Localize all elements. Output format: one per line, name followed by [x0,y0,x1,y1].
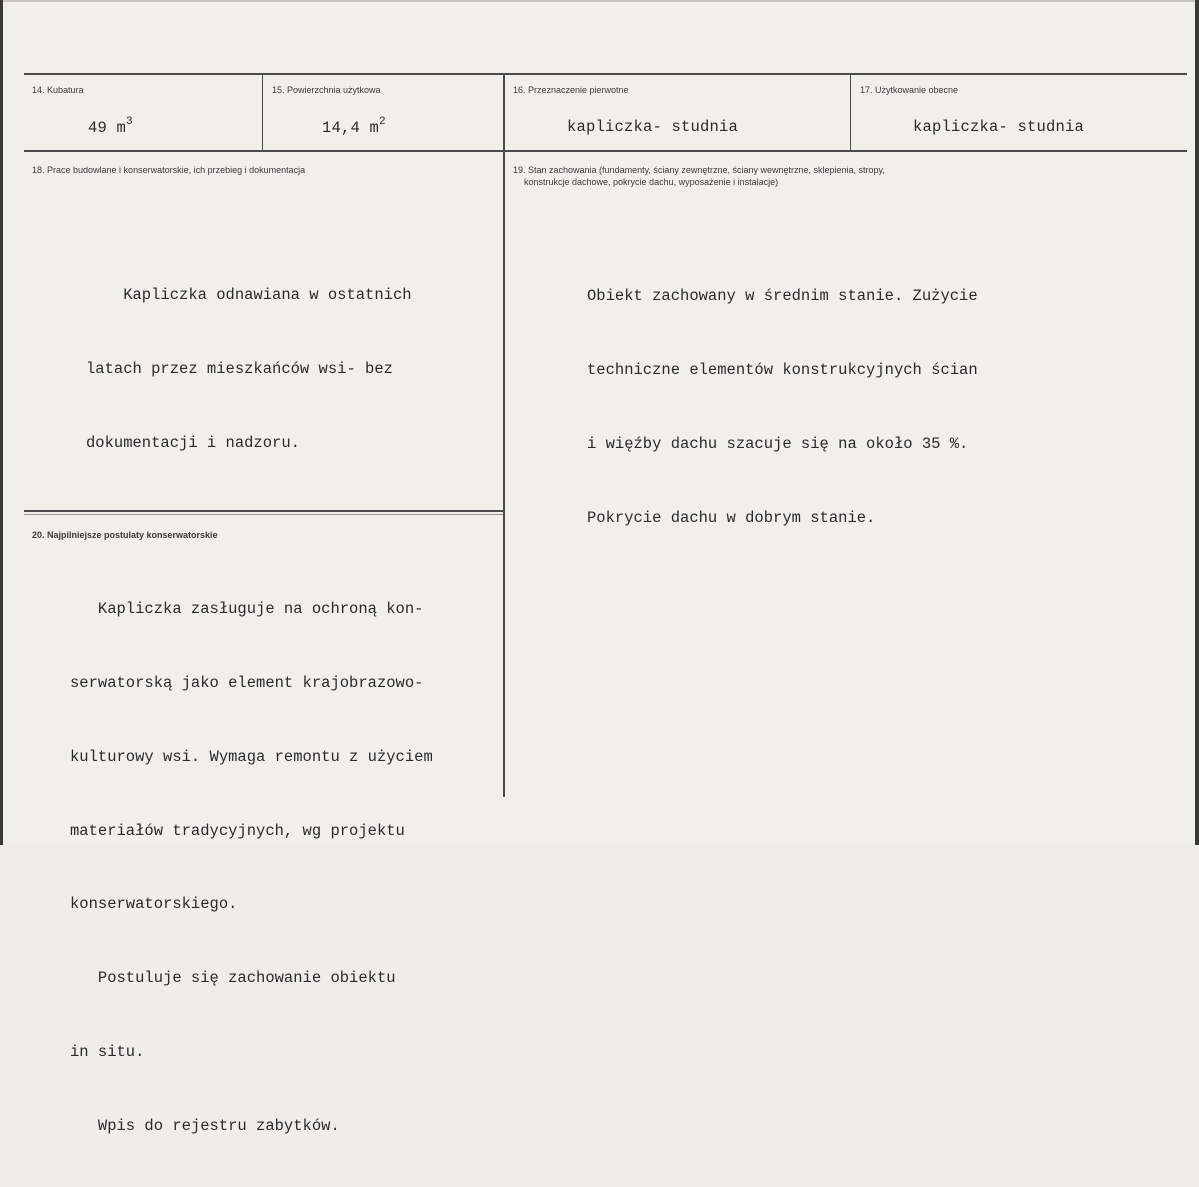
top-edge [0,0,1199,2]
divider-14-15 [262,75,263,150]
field-18-line: dokumentacji i nadzoru. [86,433,300,452]
field-18-line: Kapliczka odnawiana w ostatnich [86,286,412,305]
field-18-text [86,234,412,505]
section-20-rule [24,510,503,512]
field-20-text [70,548,433,1187]
field-20-line: materiałów tradycyjnych, wg projektu [70,821,405,840]
field-19-line: Pokrycie dachu w dobrym stanie. [587,508,876,527]
field-14-label: 14. Kubatura [32,85,84,95]
field-15-label: 15. Powierzchnia użytkowa [272,85,381,95]
right-edge [1195,0,1199,845]
field-17-value: kapliczka- studnia [913,118,1085,136]
field-19-line: i więźby dachu szacuje się na około 35 %. [587,434,969,453]
field-20-line: in situ. [70,1042,145,1061]
field-16-value: kapliczka- studnia [567,118,739,136]
field-20-line: Kapliczka zasługuje na ochroną kon- [70,600,424,619]
divider-16-17 [850,75,851,150]
main-divider [503,75,505,797]
section-20-rule-shadow [24,514,503,515]
left-edge [0,0,3,845]
header-row-rule [24,150,1187,152]
field-19-line: techniczne elementów konstrukcyjnych ścian [587,360,978,379]
field-20-line: Postuluje się zachowanie obiektu [70,969,396,988]
field-17-label: 17. Użytkowanie obecne [860,85,959,95]
field-15-value: 14,4 $m^2$ [322,116,386,137]
field-19-label-line2: konstrukcje dachowe, pokrycie dachu, wyposażenie i instalacje) [524,177,779,187]
field-19-text [587,235,978,579]
field-19-label-line1: 19. Stan zachowania (fundamenty, ściany zewnętrzne, ściany wewnętrzne, sklepienia, stropy, [513,165,885,175]
field-20-line: Wpis do rejestru zabytków. [70,1116,340,1135]
field-16-label: 16. Przeznaczenie pierwotne [513,85,629,95]
field-20-line: serwatorską jako element krajobrazowo- [70,673,424,692]
field-20-label: 20. Najpilniejsze postulaty konserwatorskie [32,530,218,540]
top-rule [24,73,1187,75]
field-20-line: konserwatorskiego. [70,895,238,914]
field-18-line: latach przez mieszkańców wsi- bez [86,359,393,378]
field-14-value: 49 $m^3$ [88,116,133,137]
field-20-line: kulturowy wsi. Wymaga remontu z użyciem [70,747,433,766]
field-19-line: Obiekt zachowany w średnim stanie. Zużycie [587,287,978,306]
field-18-label: 18. Prace budowlane i konserwatorskie, ich przebieg i dokumentacja [32,165,306,175]
